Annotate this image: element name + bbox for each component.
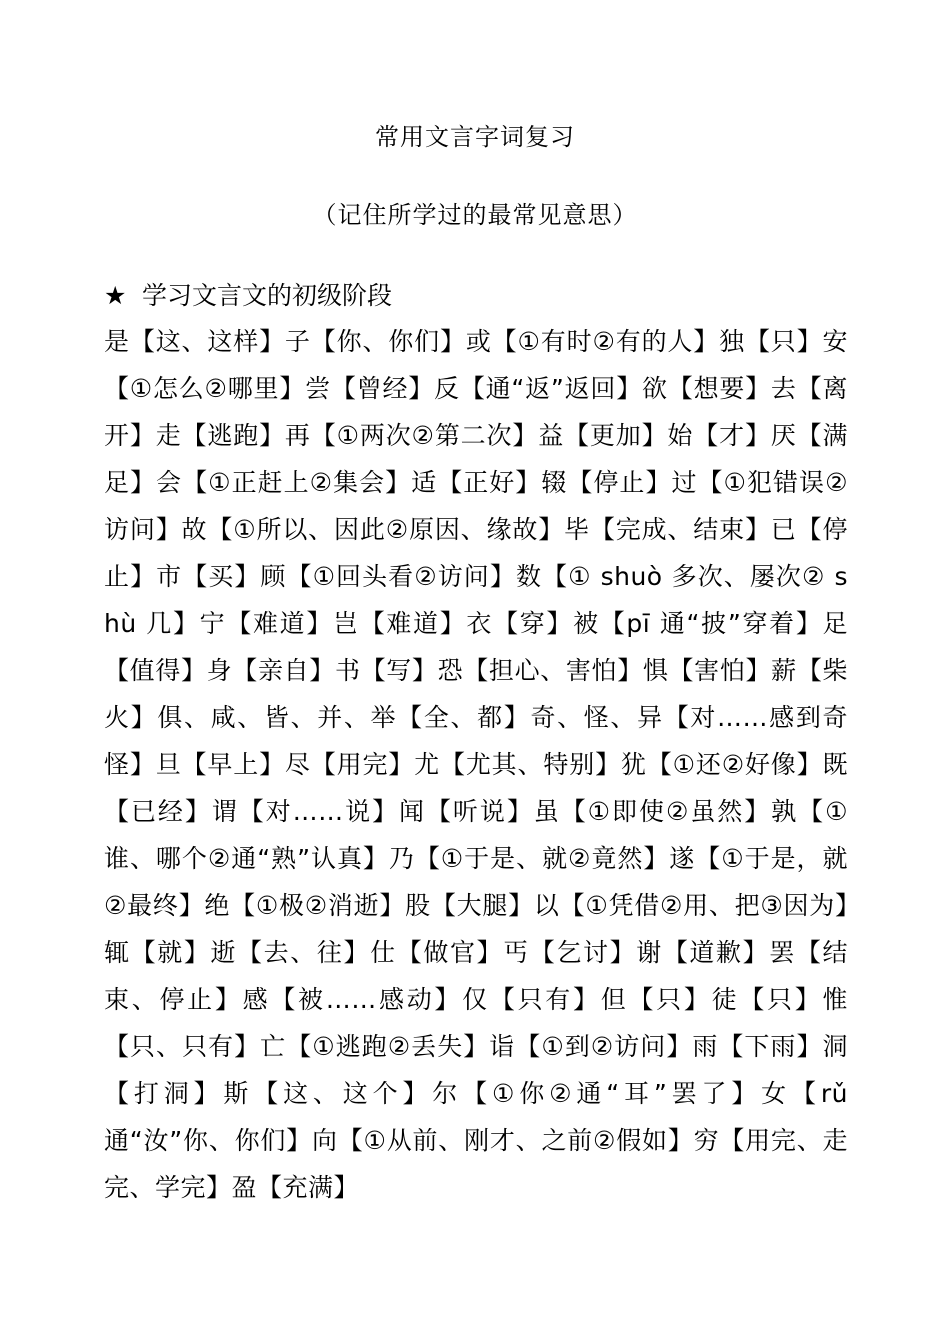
section-heading-text: 学习文言文的初级阶段 (141, 281, 392, 310)
vocabulary-paragraph: 是【这、这样】子【你、你们】或【①有时②有的人】独【只】安【①怎么②哪里】尝【曾经】反【通“返”返回】欲【想要】去【离开】走【逃跑】再【①两次②第二次】益【更加】始【才】厌【满足】会【①正赶上②集会】适【正好】辍【停止】过【①犯错误②访问】故【①所以、因此②原因、缘故】毕【完成、结束】已【停止】市【买】顾【①回头看②访问】数【① shuò 多次、屡次② shù 几】宁【难道】岂【难道】衣【穿】被【pī 通“披”穿着】足【值得】身【亲自】书【写】恐【担心、害怕】惧【害怕】薪【柴火】俱、咸、皆、并、举【全、都】奇、怪、异【对……感到奇怪】旦【早上】尽【用完】尤【尤其、特别】犹【①还②好像】既【已经】谓【对……说】闻【听说】虽【①即使②虽然】孰【①谁、哪个②通“熟”认真】乃【①于是、就②竟然】遂【①于是，就②最终】绝【①极②消逝】股【大腿】以【①凭借②用、把③因为】辄【就】逝【去、往】仕【做官】丐【乞讨】谢【道歉】罢【结束、停止】感【被……感动】仅【只有】但【只】徒【只】惟【只、只有】亡【①逃跑②丢失】诣【①到②访问】雨【下雨】洞【打洞】斯【这、这个】尔【①你②通“耳”罢了】女【rǔ 通“汝”你、你们】向【①从前、刚才、之前②假如】穷【用完、走完、学完】盈【充满】 (104, 327, 848, 1202)
document-subtitle: （记住所学过的最常见意思） (312, 201, 638, 229)
section-heading (104, 278, 392, 314)
document-title: 常用文言字词复习 (375, 123, 575, 151)
star-icon: ★ (104, 281, 127, 310)
